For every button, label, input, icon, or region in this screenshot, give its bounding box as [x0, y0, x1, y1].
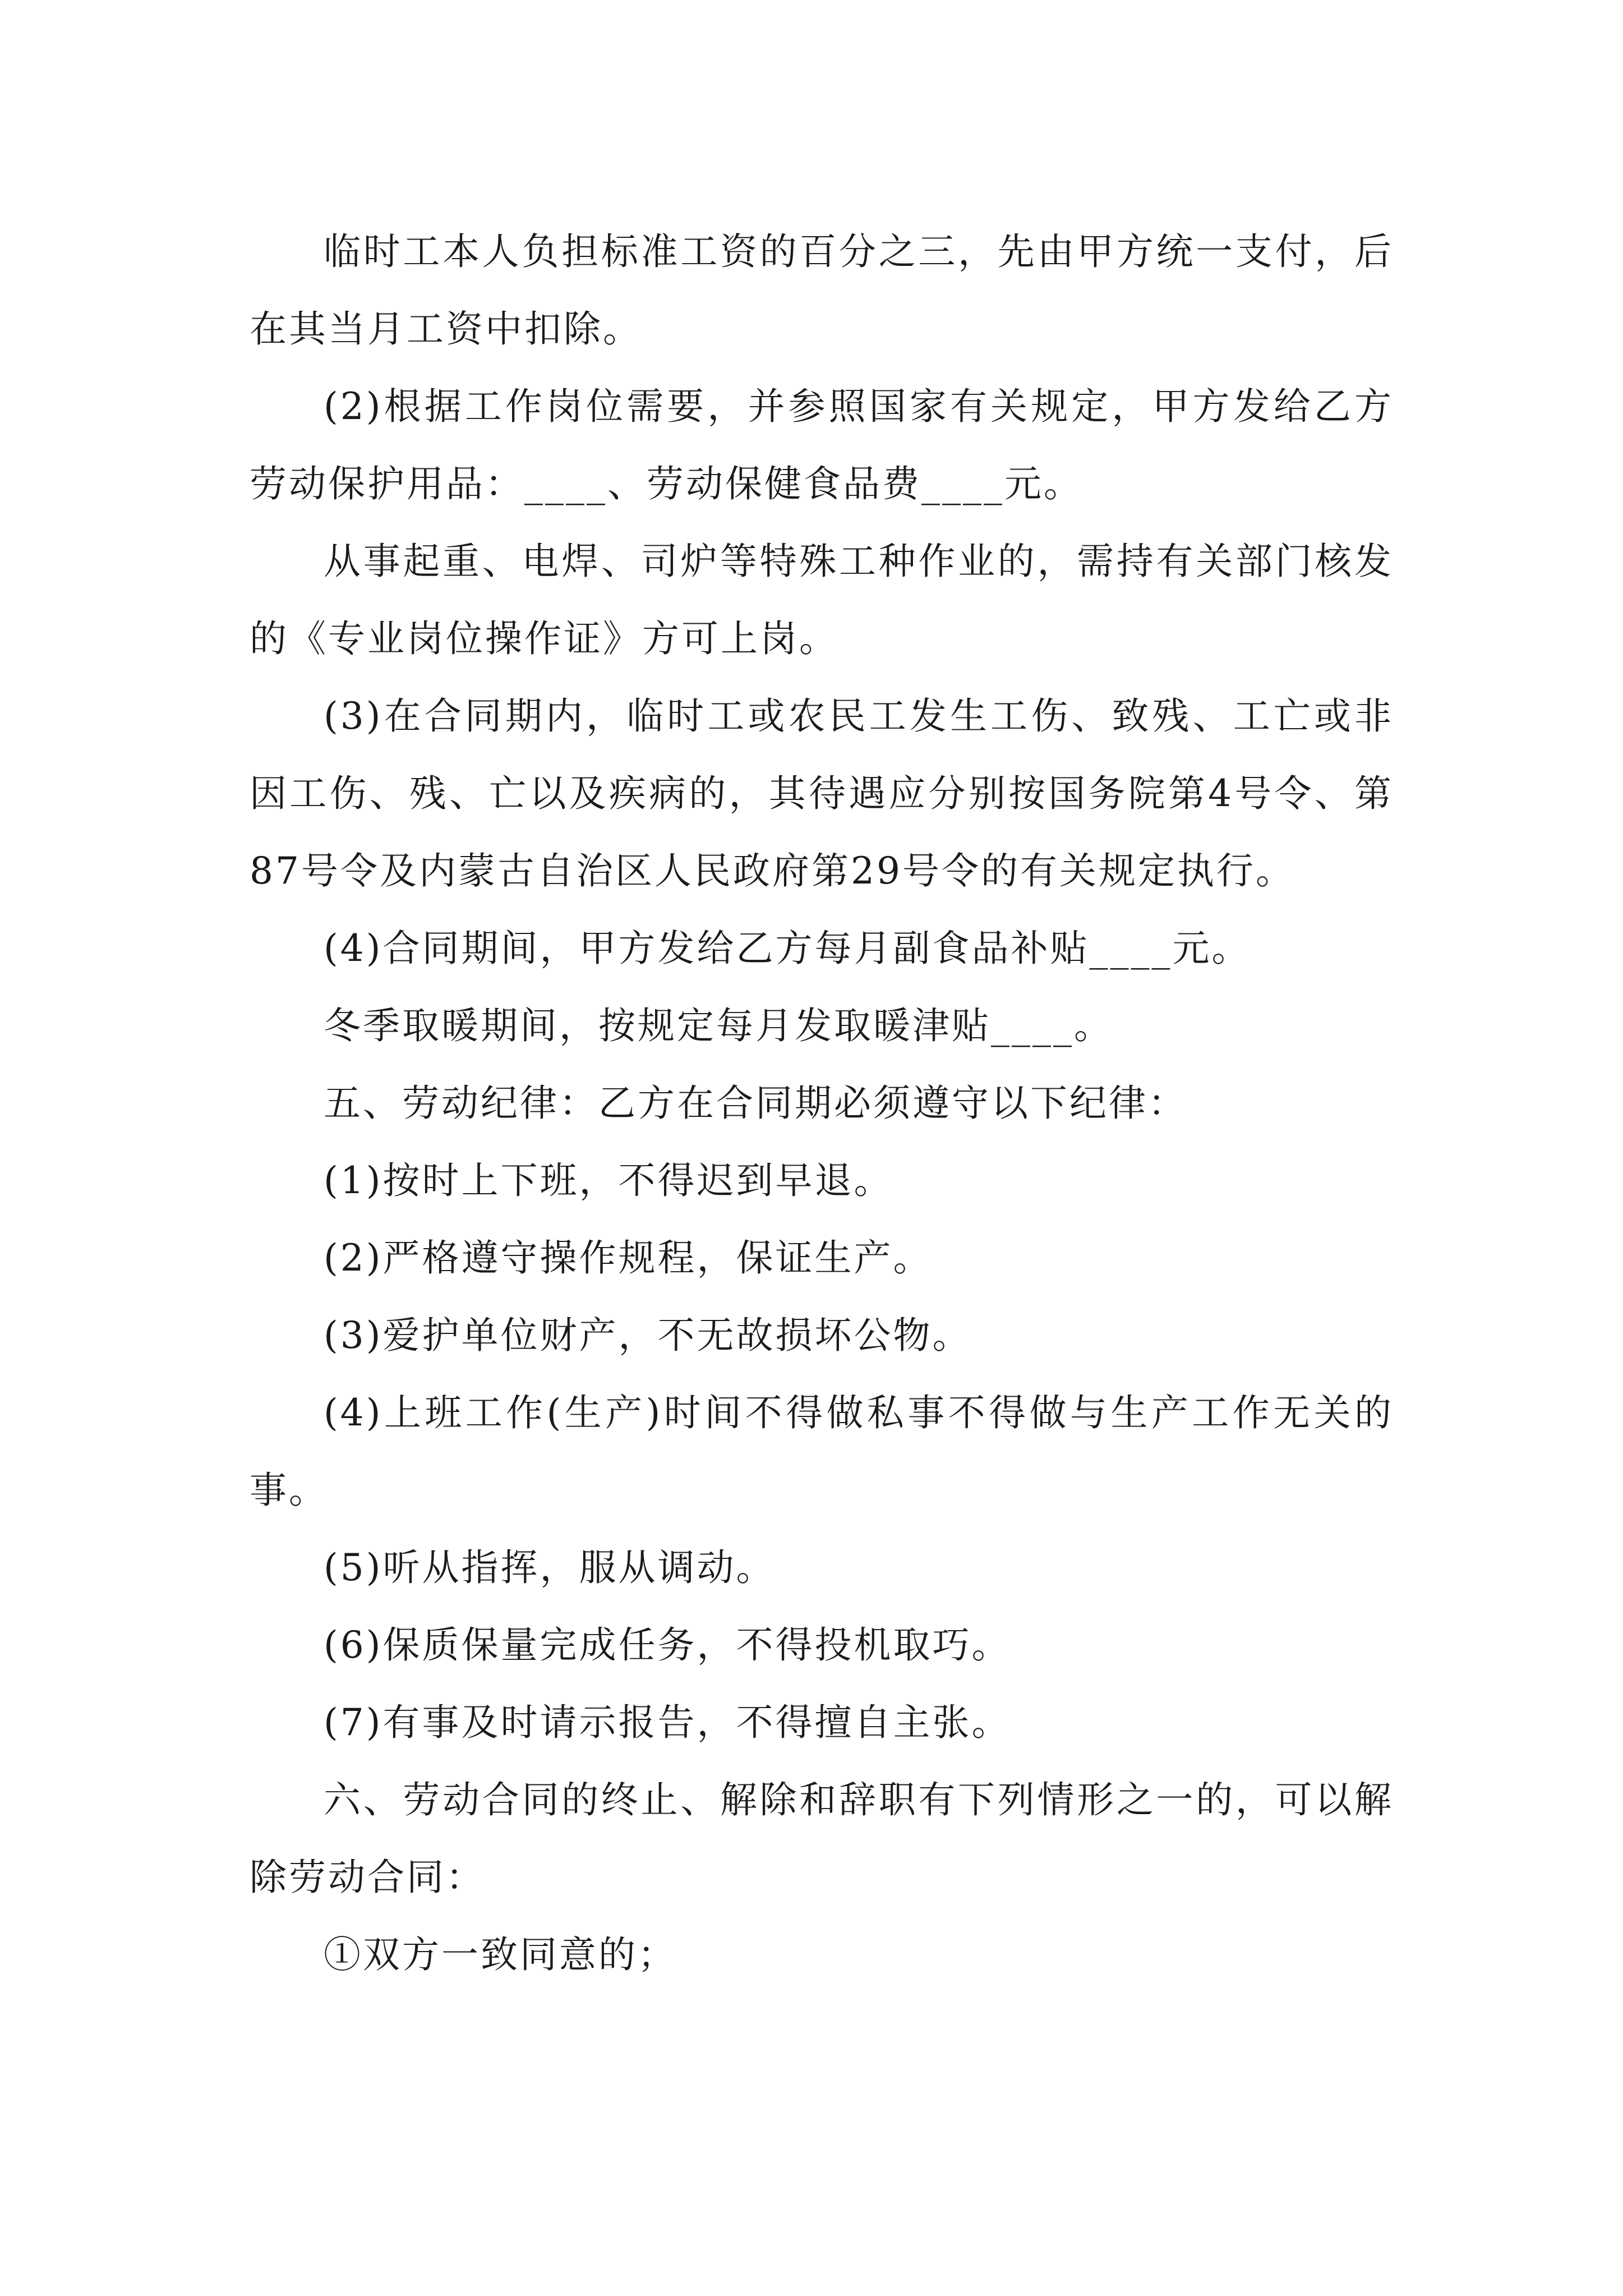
paragraph-15: 六、劳动合同的终止、解除和辞职有下列情形之一的，可以解除劳动合同：: [250, 1778, 1394, 1899]
paragraph-3: 从事起重、电焊、司炉等特殊工种作业的，需持有关部门核发的《专业岗位操作证》方可上岗。: [250, 540, 1394, 660]
paragraph-16: ①双方一致同意的；: [324, 1933, 677, 1976]
paragraph-9: (2)严格遵守操作规程，保证生产。: [324, 1236, 933, 1280]
paragraph-4: (3)在合同期内，临时工或农民工发生工伤、致残、工亡或非因工伤、残、亡以及疾病的，其待遇应分别按国务院第4号令、第87号令及内蒙古自治区人民政府第29号令的有关规定执行。: [250, 694, 1394, 892]
paragraph-12: (5)听从指挥，服从调动。: [324, 1546, 776, 1589]
paragraph-10: (3)爱护单位财产，不无故损坏公物。: [324, 1314, 972, 1357]
document-body: [250, 213, 1394, 1994]
paragraph-2: (2)根据工作岗位需要，并参照国家有关规定，甲方发给乙方劳动保护用品：____、劳动保健食品费____元。: [250, 385, 1394, 505]
paragraph-13: (6)保质保量完成任务，不得投机取巧。: [324, 1623, 1011, 1667]
paragraph-11: (4)上班工作(生产)时间不得做私事不得做与生产工作无关的事。: [250, 1391, 1394, 1512]
paragraph-5: (4)合同期间，甲方发给乙方每月副食品补贴____元。: [324, 927, 1251, 970]
paragraph-7: 五、劳动纪律：乙方在合同期必须遵守以下纪律：: [324, 1082, 1187, 1125]
paragraph-14: (7)有事及时请示报告，不得擅自主张。: [324, 1701, 1011, 1744]
paragraph-6: 冬季取暖期间，按规定每月发取暖津贴____。: [324, 1004, 1113, 1047]
paragraph-8: (1)按时上下班，不得迟到早退。: [324, 1159, 893, 1202]
paragraph-1: 临时工本人负担标准工资的百分之三，先由甲方统一支付，后在其当月工资中扣除。: [250, 230, 1394, 351]
